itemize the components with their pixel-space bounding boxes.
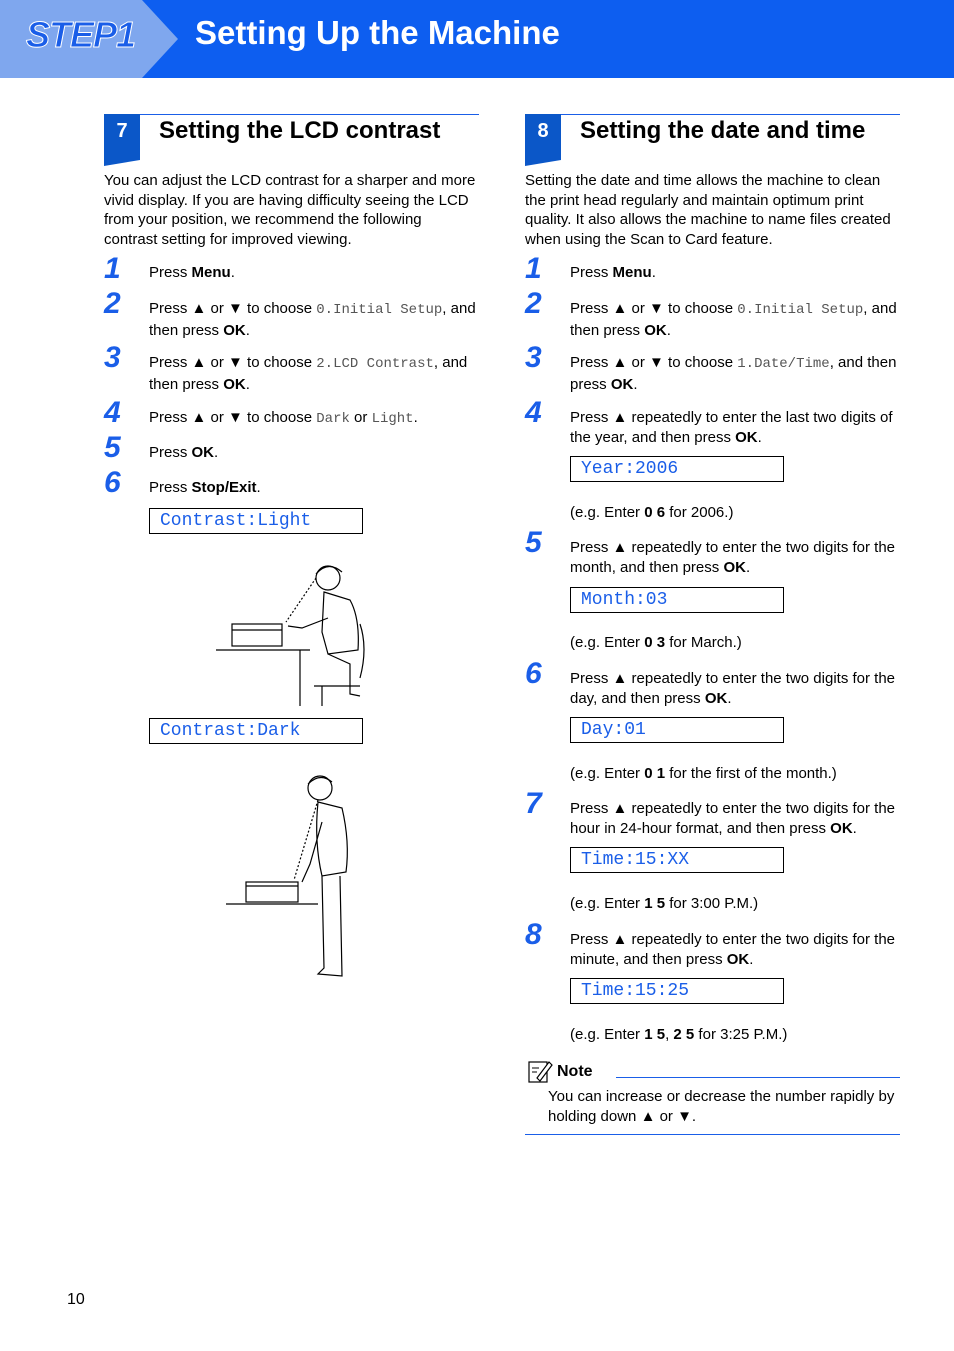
page-header <box>0 0 954 78</box>
section-7-title: Setting the LCD contrast <box>159 117 441 144</box>
s8-step-7-number: 7 <box>525 787 542 820</box>
standing-person-illustration <box>222 772 372 982</box>
page-number: 10 <box>67 1291 85 1308</box>
section-7-header <box>104 114 479 162</box>
section-7-intro: You can adjust the LCD contrast for a sharper and more vivid display. If you are having difficulty seeing the LCD from your position, we recommend the following contrast setting for improved viewing. <box>104 172 476 248</box>
example-year: (e.g. Enter 0 6 for 2006.) <box>570 504 734 521</box>
seated-person-illustration <box>210 558 380 708</box>
s7-step-5-number: 5 <box>104 431 121 464</box>
note-text: You can increase or decrease the number rapidly by holding down ▲ or ▼. <box>548 1088 895 1125</box>
s7-step-6-text: Press Stop/Exit. <box>149 479 261 496</box>
section-8-intro: Setting the date and time allows the machine to clean the print head regularly and maintain optimum print quality. It also allows the machine to name files created when using the Scan to Card feature. <box>525 172 891 248</box>
s8-step-7-text: Press ▲ repeatedly to enter the two digits for the hour in 24-hour format, and then press OK. <box>570 800 896 837</box>
note-pencil-icon <box>527 1058 553 1084</box>
s7-step-4-text: Press ▲ or ▼ to choose Dark or Light. <box>149 409 418 427</box>
s8-step-4-number: 4 <box>525 396 542 429</box>
note-bottom-rule <box>525 1134 900 1135</box>
s8-step-5-number: 5 <box>525 526 542 559</box>
example-month: (e.g. Enter 0 3 for March.) <box>570 634 742 651</box>
s8-step-8-number: 8 <box>525 918 542 951</box>
s8-step-1-number: 1 <box>525 252 542 285</box>
s8-step-5-text: Press ▲ repeatedly to enter the two digits for the month, and then press OK. <box>570 539 896 576</box>
s7-step-4-number: 4 <box>104 396 121 429</box>
lcd-contrast-light: Contrast:Light <box>149 508 363 534</box>
s8-step-4-text: Press ▲ repeatedly to enter the last two digits of the year, and then press OK. <box>570 409 893 446</box>
note-top-rule <box>616 1077 900 1078</box>
s8-step-6-text: Press ▲ repeatedly to enter the two digits for the day, and then press OK. <box>570 670 896 707</box>
example-minute: (e.g. Enter 1 5, 2 5 for 3:25 P.M.) <box>570 1026 788 1043</box>
s8-step-8-text: Press ▲ repeatedly to enter the two digits for the minute, and then press OK. <box>570 931 896 968</box>
s8-step-2-text: Press ▲ or ▼ to choose 0.Initial Setup, and then press OK. <box>570 300 897 339</box>
s7-step-5-text: Press OK. <box>149 444 219 461</box>
example-day: (e.g. Enter 0 1 for the first of the month.) <box>570 765 837 782</box>
step-label: STEP1 <box>26 14 136 55</box>
section-8-number: 8 <box>525 114 561 160</box>
s8-step-1-text: Press Menu. <box>570 264 656 281</box>
lcd-day: Day:01 <box>570 717 784 743</box>
s8-step-2-number: 2 <box>525 287 542 320</box>
section-8-header <box>525 114 900 162</box>
section-8-title: Setting the date and time <box>580 117 866 144</box>
s7-step-3-number: 3 <box>104 341 121 374</box>
s7-step-2-text: Press ▲ or ▼ to choose 0.Initial Setup, and then press OK. <box>149 300 476 339</box>
s7-step-1-number: 1 <box>104 252 121 285</box>
s8-step-3-text: Press ▲ or ▼ to choose 1.Date/Time, and then press OK. <box>570 354 897 393</box>
page-title: Setting Up the Machine <box>195 14 560 51</box>
example-hour: (e.g. Enter 1 5 for 3:00 P.M.) <box>570 895 759 912</box>
s7-step-2-number: 2 <box>104 287 121 320</box>
lcd-contrast-dark: Contrast:Dark <box>149 718 363 744</box>
lcd-hour: Time:15:XX <box>570 847 784 873</box>
section-7-number: 7 <box>104 114 140 160</box>
lcd-month: Month:03 <box>570 587 784 613</box>
s7-step-1-text: Press Menu. <box>149 264 235 281</box>
lcd-year: Year:2006 <box>570 456 784 482</box>
s8-step-3-number: 3 <box>525 341 542 374</box>
s8-step-6-number: 6 <box>525 657 542 690</box>
lcd-minute: Time:15:25 <box>570 978 784 1004</box>
note-label: Note <box>557 1063 593 1080</box>
s7-step-6-number: 6 <box>104 466 121 499</box>
s7-step-3-text: Press ▲ or ▼ to choose 2.LCD Contrast, and then press OK. <box>149 354 468 393</box>
